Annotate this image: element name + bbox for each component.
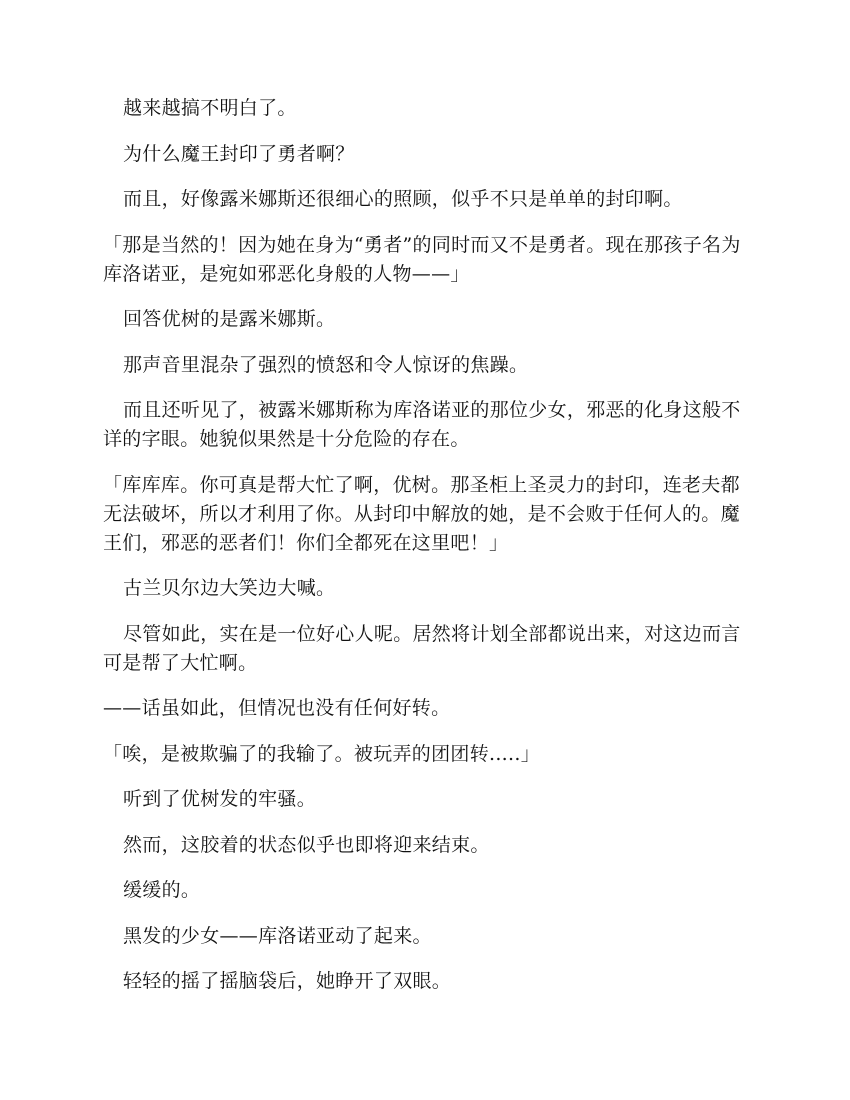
paragraph: 轻轻的摇了摇脑袋后，她睁开了双眼。 xyxy=(123,970,452,992)
paragraph: 听到了优树发的牢骚。 xyxy=(123,788,317,810)
paragraph: 回答优树的是露米娜斯。 xyxy=(123,308,336,330)
paragraph: 那声音里混杂了强烈的愤怒和令人惊讶的焦躁。 xyxy=(123,353,529,376)
paragraph: 而且，好像露米娜斯还很细心的照顾，似乎不只是单单的封印啊。 xyxy=(123,188,683,210)
paragraph: 缓缓的。 xyxy=(123,879,201,901)
dialogue-paragraph: 「那是当然的！因为她在身为“勇者”的同时而又不是勇者。现在那孩子名为库洛诺亚，是宛如邪恶化身般的人物——」 xyxy=(103,233,741,285)
document-body xyxy=(103,94,753,1013)
paragraph: 古兰贝尔边大笑边大喊。 xyxy=(123,577,336,599)
paragraph: 然而，这胶着的状态似乎也即将迎来结束。 xyxy=(123,833,490,856)
paragraph: 为什么魔王封印了勇者啊？ xyxy=(123,142,355,165)
dialogue-paragraph: 「库库库。你可真是帮大忙了啊，优树。那圣柜上圣灵力的封印，连老夫都无法破坏，所以才利用了你。从封印中解放的她，是不会败于任何人的。魔王们，邪恶的恶者们！你们全都死在这里吧！」 xyxy=(103,473,740,554)
paragraph: 而且还听见了，被露米娜斯称为库洛诺亚的那位少女，邪恶的化身这般不详的字眼。她貌似果然是十分危险的存在。 xyxy=(103,399,741,450)
paragraph: 越来越搞不明白了。 xyxy=(123,97,297,119)
paragraph: 黑发的少女——库洛诺亚动了起来。 xyxy=(123,924,432,947)
paragraph: 尽管如此，实在是一位好心人呢。居然将计划全部都说出来，对这边而言可是帮了大忙啊。 xyxy=(103,622,741,674)
paragraph: ——话虽如此，但情况也没有任何好转。 xyxy=(103,697,451,719)
dialogue-paragraph: 「唉，是被欺骗了的我输了。被玩弄的团团转.....」 xyxy=(103,742,540,765)
